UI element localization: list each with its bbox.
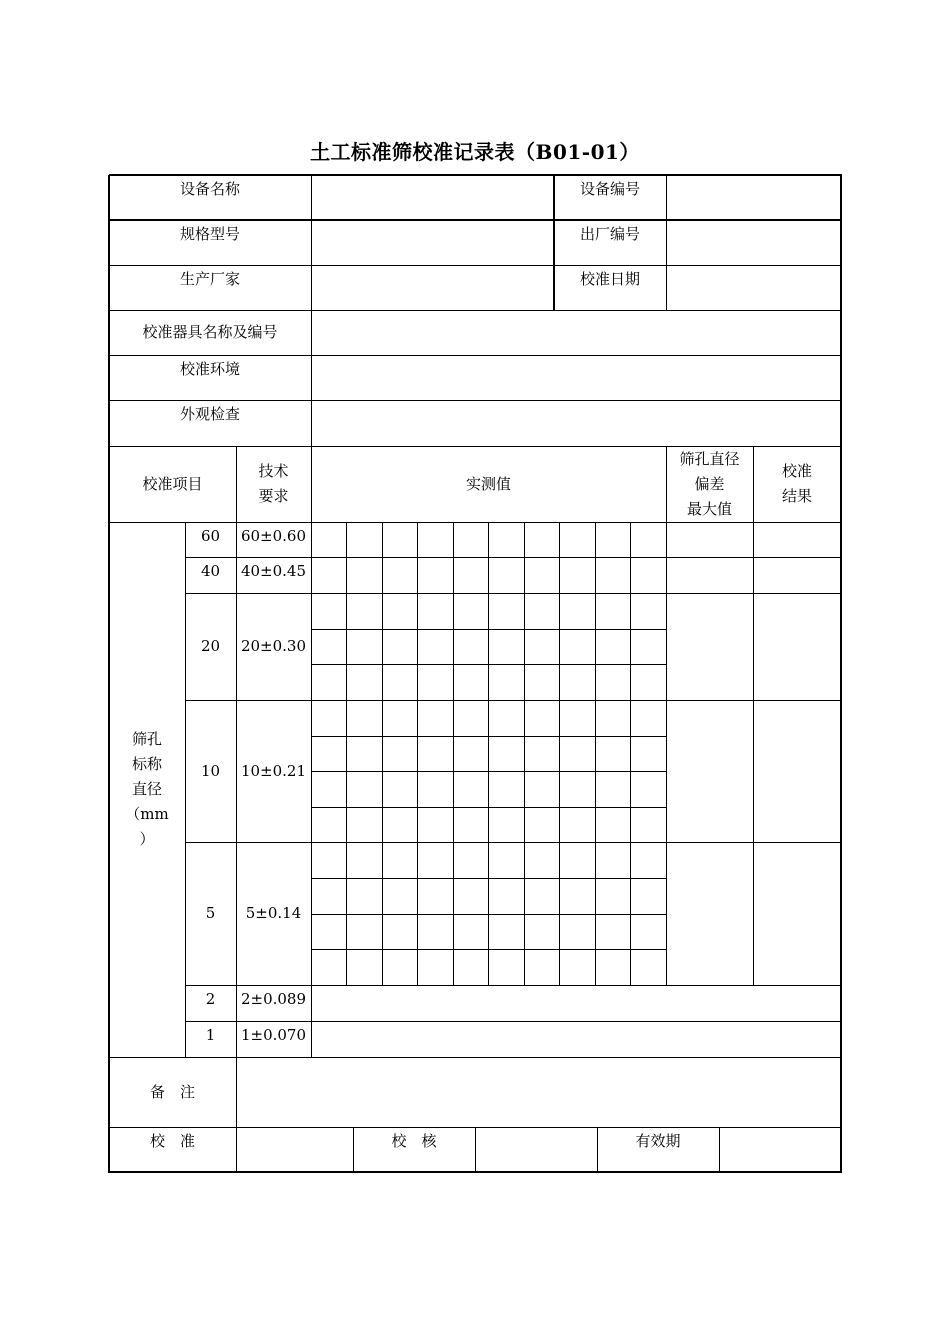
result-field[interactable] — [753, 557, 841, 593]
measured-value-cell[interactable] — [524, 914, 559, 950]
measured-value-cell[interactable] — [382, 700, 417, 736]
measured-value-cell[interactable] — [595, 736, 630, 772]
measured-value-cell[interactable] — [524, 557, 559, 593]
table-rule — [630, 700, 631, 843]
sieve-size: 20 — [200, 637, 221, 655]
table-rule — [488, 700, 489, 843]
table-rule — [109, 400, 842, 401]
measured-value-cell[interactable] — [453, 807, 488, 843]
result-field[interactable] — [753, 522, 841, 557]
table-rule — [595, 700, 596, 843]
measured-value-cell[interactable] — [346, 522, 382, 557]
table-rule — [311, 175, 312, 447]
measured-value-cell[interactable] — [488, 914, 524, 950]
measured-value-cell[interactable] — [488, 557, 524, 593]
table-rule — [666, 175, 667, 311]
measured-value-cell[interactable] — [559, 664, 595, 700]
sieve-tech-req: 10±0.21 — [240, 761, 307, 780]
table-rule — [630, 842, 631, 986]
measured-value-cell[interactable] — [559, 736, 595, 772]
result-field[interactable] — [753, 842, 841, 985]
table-rule — [109, 1057, 842, 1058]
measured-value-cell[interactable] — [311, 664, 346, 700]
table-rule — [553, 175, 555, 311]
table-rule — [346, 557, 347, 594]
table-rule — [595, 522, 596, 558]
measured-value-cell[interactable] — [382, 593, 417, 629]
table-rule — [630, 593, 631, 701]
measured-value-cell[interactable] — [311, 557, 346, 593]
measured-value-cell[interactable] — [417, 949, 453, 985]
table-rule — [630, 522, 631, 558]
sieve-tech-req: 40±0.45 — [240, 562, 307, 580]
measured-value-cell[interactable] — [382, 664, 417, 700]
measured-value-cell[interactable] — [346, 557, 382, 593]
measured-value-cell[interactable] — [346, 664, 382, 700]
label-appearance: 外观检查 — [179, 405, 240, 423]
measured-value-cell[interactable] — [417, 522, 453, 557]
max-deviation-field[interactable] — [666, 842, 753, 985]
table-rule — [311, 446, 312, 1058]
table-rule — [311, 771, 667, 772]
measured-value-cell[interactable] — [630, 949, 666, 985]
measured-value-cell[interactable] — [595, 807, 630, 843]
factory-number-field[interactable] — [666, 220, 841, 265]
table-rule — [353, 1127, 354, 1173]
table-rule — [109, 219, 842, 221]
result-field[interactable] — [753, 593, 841, 700]
measured-value-cell[interactable] — [382, 771, 417, 807]
table-rule — [595, 557, 596, 594]
sieve-size: 60 — [200, 527, 221, 545]
table-rule — [382, 522, 383, 558]
measured-value-cell[interactable] — [595, 949, 630, 985]
measured-value-cell[interactable] — [559, 949, 595, 985]
table-rule — [109, 355, 842, 356]
measured-value-cell[interactable] — [488, 878, 524, 914]
measured-value-cell[interactable] — [559, 807, 595, 843]
measured-value-cell[interactable] — [524, 700, 559, 736]
measured-value-cell[interactable] — [559, 629, 595, 665]
table-rule — [185, 985, 842, 986]
measured-value-cell[interactable] — [524, 949, 559, 985]
label-manufacturer: 生产厂家 — [179, 270, 240, 288]
measured-value-cell[interactable] — [524, 664, 559, 700]
measured-value-cell[interactable] — [595, 522, 630, 557]
calibration-date-field[interactable] — [666, 265, 841, 310]
label-instrument: 校准器具名称及编号 — [142, 323, 278, 341]
table-rule — [453, 842, 454, 986]
table-rule — [311, 736, 667, 737]
measured-value-cell[interactable] — [559, 878, 595, 914]
table-rule — [382, 557, 383, 594]
table-rule — [488, 557, 489, 594]
measured-value-cell[interactable] — [382, 842, 417, 878]
measured-value-cell[interactable] — [453, 842, 488, 878]
measured-value-cell[interactable] — [595, 557, 630, 593]
measured-value-cell[interactable] — [346, 949, 382, 985]
measured-value-cell[interactable] — [346, 807, 382, 843]
measured-value-cell[interactable] — [346, 700, 382, 736]
measured-value-cell[interactable] — [417, 842, 453, 878]
table-rule — [753, 446, 754, 986]
measured-value-cell[interactable] — [488, 771, 524, 807]
measured-value-cell[interactable] — [417, 878, 453, 914]
measured-value-cell[interactable] — [346, 771, 382, 807]
table-rule — [524, 593, 525, 701]
label-environment: 校准环境 — [179, 360, 240, 378]
table-rule — [840, 175, 842, 1173]
measured-value-cell[interactable] — [630, 664, 666, 700]
measured-value-cell[interactable] — [453, 700, 488, 736]
table-rule — [382, 842, 383, 986]
table-rule — [559, 522, 560, 558]
table-rule — [453, 522, 454, 558]
header-max-deviation: 筛孔直径 偏差 最大值 — [679, 449, 740, 518]
measured-value-cell[interactable] — [630, 522, 666, 557]
measured-value-cell[interactable] — [453, 522, 488, 557]
measured-value-cell[interactable] — [559, 522, 595, 557]
table-rule — [488, 593, 489, 701]
measured-value-cell[interactable] — [382, 807, 417, 843]
measured-value-cell[interactable] — [417, 700, 453, 736]
table-rule — [185, 522, 186, 1058]
table-rule — [109, 446, 842, 447]
table-rule — [524, 522, 525, 558]
measured-value-cell[interactable] — [559, 842, 595, 878]
header-item: 校准项目 — [142, 474, 203, 493]
table-rule — [595, 842, 596, 986]
measured-value-cell[interactable] — [630, 593, 666, 629]
measured-value-cell[interactable] — [382, 522, 417, 557]
table-rule — [475, 1127, 476, 1173]
header-result: 校准 结果 — [781, 462, 812, 505]
sieve-category-label: 筛孔 标称 直径 （mm ） — [125, 730, 169, 848]
sieve-tech-req: 2±0.089 — [240, 990, 307, 1008]
measured-value-cell[interactable] — [488, 664, 524, 700]
header-measured: 实测值 — [465, 474, 511, 493]
table-rule — [524, 842, 525, 986]
table-rule — [311, 629, 667, 630]
measured-value-cell[interactable] — [524, 629, 559, 665]
label-calibration-date: 校准日期 — [579, 270, 640, 288]
measured-value-cell[interactable] — [595, 914, 630, 950]
measured-value-cell[interactable] — [453, 629, 488, 665]
sieve-1-field[interactable] — [311, 1021, 841, 1057]
environment-field[interactable] — [311, 355, 841, 400]
measured-value-cell[interactable] — [346, 842, 382, 878]
measured-value-cell[interactable] — [453, 736, 488, 772]
measured-value-cell[interactable] — [630, 771, 666, 807]
sieve-size: 10 — [200, 761, 221, 780]
measured-value-cell[interactable] — [311, 700, 346, 736]
measured-value-cell[interactable] — [524, 736, 559, 772]
label-factory-number: 出厂编号 — [579, 225, 640, 243]
label-validity: 有效期 — [635, 1132, 681, 1150]
table-rule — [524, 700, 525, 843]
measured-value-cell[interactable] — [595, 629, 630, 665]
label-spec-model: 规格型号 — [179, 225, 240, 243]
sieve-tech-req: 20±0.30 — [240, 637, 307, 655]
max-deviation-field[interactable] — [666, 522, 753, 557]
sieve-size: 1 — [205, 1026, 216, 1044]
measured-value-cell[interactable] — [311, 593, 346, 629]
document-title: 土工标准筛校准记录表（B01-01） — [310, 140, 640, 164]
table-rule — [185, 593, 842, 594]
measured-value-cell[interactable] — [417, 629, 453, 665]
measured-value-cell[interactable] — [453, 914, 488, 950]
table-rule — [185, 1021, 842, 1022]
table-rule — [346, 842, 347, 986]
measured-value-cell[interactable] — [417, 807, 453, 843]
table-rule — [719, 1127, 720, 1173]
device-number-field[interactable] — [666, 175, 841, 220]
measured-value-cell[interactable] — [488, 522, 524, 557]
measured-value-cell[interactable] — [524, 878, 559, 914]
table-rule — [597, 1127, 598, 1173]
measured-value-cell[interactable] — [488, 807, 524, 843]
table-rule — [311, 949, 667, 950]
sieve-size: 2 — [205, 990, 216, 1008]
measured-value-cell[interactable] — [595, 593, 630, 629]
measured-value-cell[interactable] — [524, 771, 559, 807]
table-rule — [382, 593, 383, 701]
measured-value-cell[interactable] — [382, 914, 417, 950]
measured-value-cell[interactable] — [382, 557, 417, 593]
sieve-tech-req: 60±0.60 — [240, 527, 307, 545]
measured-value-cell[interactable] — [382, 949, 417, 985]
measured-value-cell[interactable] — [488, 736, 524, 772]
measured-value-cell[interactable] — [595, 878, 630, 914]
label-device-name: 设备名称 — [179, 180, 240, 198]
measured-value-cell[interactable] — [311, 522, 346, 557]
table-rule — [559, 557, 560, 594]
measured-value-cell[interactable] — [488, 593, 524, 629]
label-remarks: 备 注 — [149, 1082, 195, 1101]
table-rule — [666, 446, 667, 986]
label-checker: 校 核 — [391, 1132, 437, 1150]
measured-value-cell[interactable] — [630, 842, 666, 878]
measured-value-cell[interactable] — [488, 949, 524, 985]
measured-value-cell[interactable] — [524, 593, 559, 629]
table-rule — [453, 593, 454, 701]
appearance-field[interactable] — [311, 400, 841, 446]
measured-value-cell[interactable] — [524, 842, 559, 878]
table-rule — [559, 700, 560, 843]
measured-value-cell[interactable] — [346, 914, 382, 950]
measured-value-cell[interactable] — [488, 842, 524, 878]
measured-value-cell[interactable] — [630, 736, 666, 772]
measured-value-cell[interactable] — [453, 593, 488, 629]
table-rule — [109, 265, 842, 266]
label-device-number: 设备编号 — [579, 180, 640, 198]
measured-value-cell[interactable] — [559, 771, 595, 807]
measured-value-cell[interactable] — [559, 914, 595, 950]
checker-field[interactable] — [475, 1127, 597, 1172]
calibrator-field[interactable] — [236, 1127, 353, 1172]
measured-value-cell[interactable] — [595, 842, 630, 878]
measured-value-cell[interactable] — [524, 807, 559, 843]
measured-value-cell[interactable] — [559, 700, 595, 736]
table-rule — [488, 842, 489, 986]
measured-value-cell[interactable] — [453, 664, 488, 700]
measured-value-cell[interactable] — [524, 522, 559, 557]
table-rule — [417, 842, 418, 986]
measured-value-cell[interactable] — [311, 842, 346, 878]
spec-model-field[interactable] — [311, 220, 554, 265]
table-rule — [185, 557, 842, 558]
table-rule — [236, 446, 237, 1173]
table-rule — [417, 700, 418, 843]
max-deviation-field[interactable] — [666, 557, 753, 593]
table-rule — [630, 557, 631, 594]
instrument-field[interactable] — [311, 310, 841, 355]
measured-value-cell[interactable] — [453, 878, 488, 914]
measured-value-cell[interactable] — [346, 736, 382, 772]
table-rule — [346, 593, 347, 701]
measured-value-cell[interactable] — [559, 593, 595, 629]
measured-value-cell[interactable] — [630, 629, 666, 665]
sieve-2-field[interactable] — [311, 985, 841, 1021]
measured-value-cell[interactable] — [453, 771, 488, 807]
measured-value-cell[interactable] — [346, 593, 382, 629]
table-rule — [595, 593, 596, 701]
table-rule — [109, 174, 842, 176]
table-rule — [311, 664, 667, 665]
measured-value-cell[interactable] — [346, 629, 382, 665]
measured-value-cell[interactable] — [311, 949, 346, 985]
measured-value-cell[interactable] — [630, 807, 666, 843]
table-rule — [346, 700, 347, 843]
measured-value-cell[interactable] — [417, 736, 453, 772]
sieve-size: 40 — [200, 562, 221, 580]
table-rule — [453, 700, 454, 843]
table-rule — [108, 175, 110, 1173]
measured-value-cell[interactable] — [453, 949, 488, 985]
table-rule — [346, 522, 347, 558]
measured-value-cell[interactable] — [311, 914, 346, 950]
measured-value-cell[interactable] — [382, 878, 417, 914]
measured-value-cell[interactable] — [417, 593, 453, 629]
measured-value-cell[interactable] — [595, 771, 630, 807]
validity-field[interactable] — [719, 1127, 841, 1172]
table-rule — [311, 878, 667, 879]
measured-value-cell[interactable] — [595, 700, 630, 736]
measured-value-cell[interactable] — [311, 878, 346, 914]
measured-value-cell[interactable] — [382, 629, 417, 665]
table-rule — [109, 522, 237, 523]
table-rule — [311, 807, 667, 808]
measured-value-cell[interactable] — [453, 557, 488, 593]
max-deviation-field[interactable] — [666, 700, 753, 842]
table-rule — [109, 310, 842, 311]
table-rule — [524, 557, 525, 594]
table-rule — [417, 557, 418, 594]
measured-value-cell[interactable] — [311, 771, 346, 807]
measured-value-cell[interactable] — [417, 914, 453, 950]
measured-value-cell[interactable] — [630, 914, 666, 950]
measured-value-cell[interactable] — [311, 736, 346, 772]
measured-value-cell[interactable] — [346, 878, 382, 914]
measured-value-cell[interactable] — [630, 700, 666, 736]
measured-value-cell[interactable] — [630, 878, 666, 914]
max-deviation-field[interactable] — [666, 593, 753, 700]
table-rule — [185, 522, 842, 523]
measured-value-cell[interactable] — [417, 557, 453, 593]
sieve-tech-req: 1±0.070 — [240, 1026, 307, 1044]
measured-value-cell[interactable] — [630, 557, 666, 593]
measured-value-cell[interactable] — [488, 629, 524, 665]
table-rule — [488, 522, 489, 558]
table-rule — [311, 914, 667, 915]
header-tech-req: 技术 要求 — [258, 462, 289, 505]
table-rule — [417, 522, 418, 558]
table-rule — [559, 842, 560, 986]
label-calibrator: 校 准 — [149, 1132, 195, 1150]
measured-value-cell[interactable] — [488, 700, 524, 736]
remarks-field[interactable] — [236, 1057, 841, 1127]
sieve-tech-req: 5±0.14 — [245, 904, 302, 922]
table-rule — [185, 700, 842, 701]
measured-value-cell[interactable] — [311, 807, 346, 843]
table-rule — [559, 593, 560, 701]
manufacturer-field[interactable] — [311, 265, 554, 310]
measured-value-cell[interactable] — [595, 664, 630, 700]
measured-value-cell[interactable] — [417, 771, 453, 807]
table-rule — [417, 593, 418, 701]
measured-value-cell[interactable] — [417, 664, 453, 700]
sieve-size: 5 — [205, 904, 216, 922]
measured-value-cell[interactable] — [311, 629, 346, 665]
measured-value-cell[interactable] — [559, 557, 595, 593]
table-rule — [382, 700, 383, 843]
device-name-field[interactable] — [311, 175, 554, 220]
table-rule — [453, 557, 454, 594]
measured-value-cell[interactable] — [382, 736, 417, 772]
table-rule — [185, 842, 842, 843]
result-field[interactable] — [753, 700, 841, 842]
